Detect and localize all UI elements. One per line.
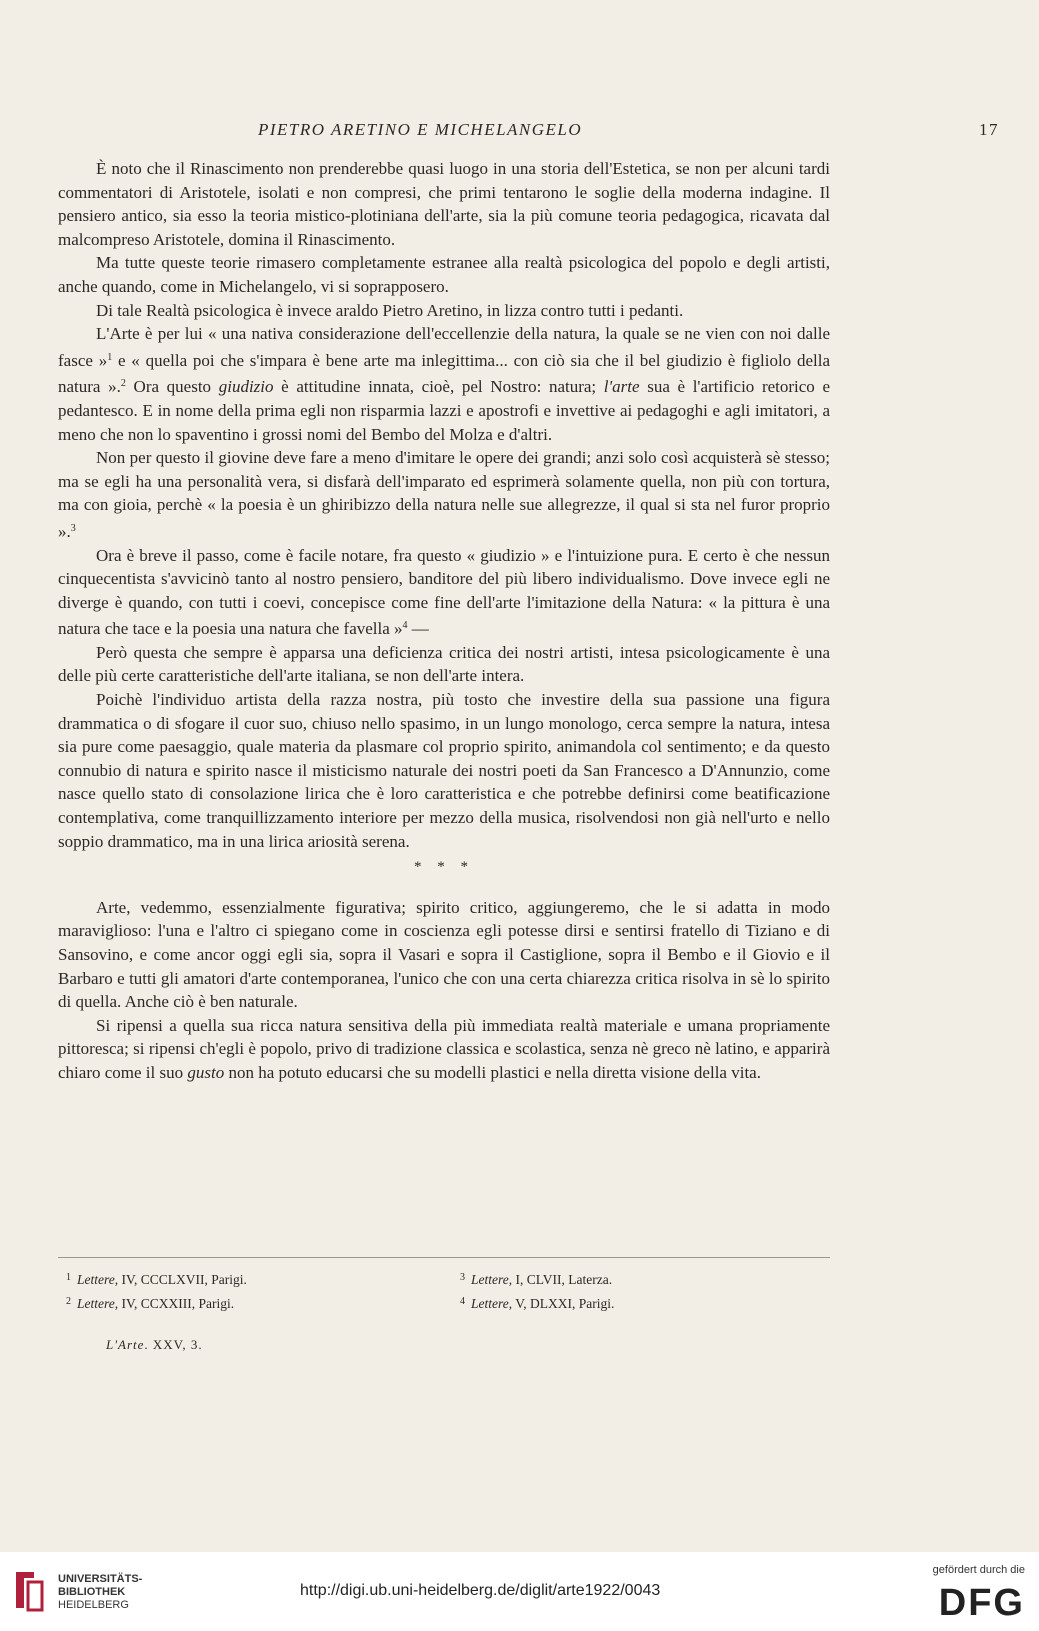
footnote-rule [58, 1257, 830, 1258]
page-number: 17 [979, 120, 999, 139]
paragraph: Arte, vedemmo, essenzialmente figurativa; spirito critico, aggiungeremo, che le si adatta in modo maraviglioso: l'una e l'altro ci spiegano come in coscienza egli potesse dirsi e sentirsi fratello di Tiziano e di Sansovino, e come ancor oggi egli sia, sopra il Vasari e sopra il Castiglione, sopra il Bembo e il Giovio e il Barbaro e tutti gli amatori d'arte contemporanea, l'unico che con una certa chiarezza critica risolva in sè lo spirito di quella. Anche ciò è ben naturale. [58, 897, 830, 1012]
footnote-ref: 4 [402, 620, 408, 632]
paragraph: Ma tutte queste teorie rimasero completamente estranee alla realtà psicologica del popolo e degli artisti, anche quando, come in Michelangelo, vi si soprapposero. [58, 253, 830, 296]
footnote: $^3$ Lettere, I, CLVII, Laterza. [460, 1272, 613, 1287]
footnote: $^4$ Lettere, V, DLXXI, Parigi. [460, 1296, 615, 1311]
paragraph: Di tale Realtà psicologica è invece araldo Pietro Aretino, in lizza contro tutti i pedanti. [96, 300, 684, 320]
paragraph: Ora è breve il passo, come è facile notare, fra questo « giudizio » e l'intuizione pura. E certo è che nessun cinquecentista s'avvicinò tanto al nostro pensiero, banditore del più libero individualismo. Dove invece egli ne diverge è quando, con tutti i coevi, concepisce come fine dell'arte l'imitazione della Natura: « la pittura è una natura che tace e la poesia una natura che favella »$^4$ — [58, 545, 830, 639]
funding-label: gefördert durch die [932, 1564, 1025, 1576]
paragraph: È noto che il Rinascimento non prenderebbe quasi luogo in una storia dell'Estetica, se non per alcuni tardi commentatori di Aristotele, isolati e non compresi, che primi tentarono le soglie della moderna indagine. Il pensiero antico, sia esso la teoria mistico-plotiniana dell'arte, sia la più comune teoria pedagogica, ricavata dal malcompreso Aristotele, domina il Rinascimento. [58, 159, 830, 249]
footnote-column-left [66, 1267, 446, 1315]
running-title: PIETRO ARETINO E MICHELANGELO [258, 120, 583, 139]
footnote-ref: 1 [107, 351, 113, 363]
paragraph: Però questa che sempre è apparsa una deficienza critica dei nostri artisti, intesa psicologicamente è una delle più certe caratteristiche dell'arte italiana, se non dell'arte intera. [58, 642, 830, 686]
footnote-column-right [460, 1267, 840, 1315]
section-separator: * * * [414, 859, 474, 876]
journal-signature: L'Arte. XXV, 3. [106, 1337, 203, 1352]
footnote-ref: 3 [70, 522, 76, 534]
paragraph: Non per questo il giovine deve fare a meno d'imitare le opere dei grandi; anzi solo così acquisterà sè stesso; ma se egli ha una personalità vera, si disfarà dell'imparato ed esprimerà solamente quella, non più con tortura, ma con gioia, perchè « la poesia è un ghiribizzo della natura nelle sue allegrezze, il qual si sta nel furor proprio ».$^3$ [58, 448, 830, 541]
paragraph: L'Arte è per lui « una nativa considerazione dell'eccellenzie della natura, la quale se ne vien con noi dalle fasce »$^1$ e « quella poi che s'impara è bene arte ma inlegittima... con ciò sia che il bel giudizio è figliolo della natura ».$^2$ Ora questo giudizio è attitudine innata, cioè, pel Nostro: natura; l'arte sua è l'artificio retorico e pedantesco. E in nome della prima egli non risparmia lazzi e apostrofi e invettive ai pedagoghi e agli imitatori, a meno che non lo spaventino i grossi nomi del Bembo del Molza e d'altri. [58, 324, 831, 444]
footnote: $^1$ Lettere, IV, CCCLXVII, Parigi. [66, 1272, 247, 1287]
paragraph: Poichè l'individuo artista della razza nostra, più tosto che investire della sua passione una figura drammatica o di sfogare il cuor suo, chiuso nello spasimo, in un lungo monologo, cerca sempre la natura, intesa sia pure come paesaggio, quale materia da plasmare col proprio spirito, animandola col sentimento; e da questo connubio di natura e spirito nasce il misticismo naturale dei nostri poeti da San Francesco a D'Annunzio, come nasce quello stato di consolazione lirica che è loro caratteristica e che potrebbe definirsi come beatificazione contemplativa, come tranquillizzamento interiore per mezzo della musica, risolvendosi non già nell'urto e nello soppio drammatico, ma in una lirica ariosità serena. [58, 690, 830, 851]
footnote: $^2$ Lettere, IV, CCXXIII, Parigi. [66, 1296, 235, 1311]
paragraph: Si ripensi a quella sua ricca natura sensitiva della più immediata realtà materiale e umana propriamente pittoresca; si ripensi ch'egli è popolo, privo di tradizione classica e scolastica, senza nè greco nè latino, e apparirà chiaro come il suo gusto non ha potuto educarsi che su modelli plastici e nella diretta visione della vita. [58, 1015, 830, 1082]
body-text [58, 157, 830, 1085]
dfg-logo: DFG [938, 1582, 1025, 1624]
library-logo-icon [12, 1568, 46, 1614]
digitization-footer [0, 1552, 1039, 1631]
permalink-url[interactable]: http://digi.ub.uni-heidelberg.de/diglit/arte1922/0043 [300, 1582, 661, 1599]
footnote-ref: 2 [120, 378, 126, 390]
library-name: UNIVERSITÄTS- BIBLIOTHEK HEIDELBERG [58, 1573, 143, 1611]
